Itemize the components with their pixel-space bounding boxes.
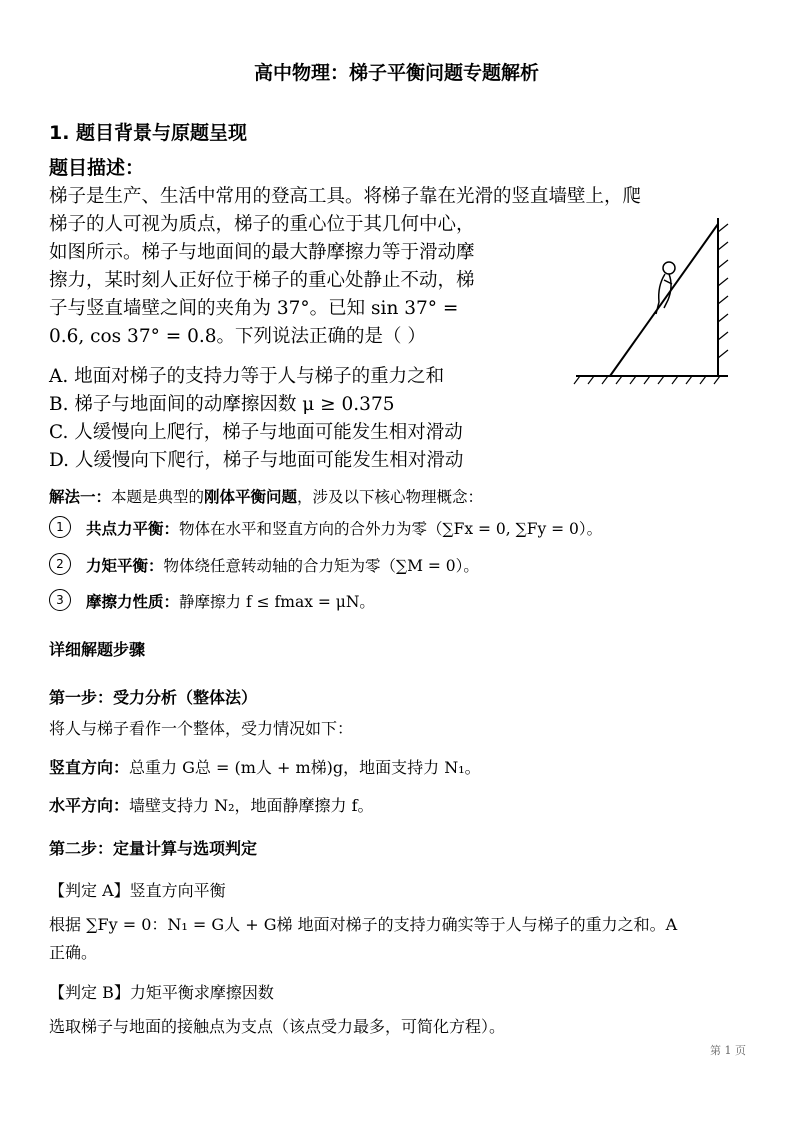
solution-bold: 刚体平衡问题 (204, 488, 298, 506)
list-number: 3 (49, 589, 71, 611)
problem-line: 0.6, cos 37° = 0.8。下列说法正确的是（ ） (49, 326, 426, 347)
step1-heading: 第一步：受力分析（整体法） (49, 688, 258, 707)
concept-text: 物体在水平和竖直方向的合外力为零（∑F (179, 520, 465, 538)
problem-line: 擦力，某时刻人正好位于梯子的重心处静止不动，梯 (49, 270, 475, 291)
concept-title: 共点力平衡： (86, 520, 180, 538)
judge-b-title: 【判定 B】力矩平衡求摩擦因数 (49, 983, 274, 1002)
judge-a-title: 【判定 A】竖直方向平衡 (49, 881, 226, 900)
concept-item (86, 554, 479, 576)
problem-line: 子与竖直墙壁之间的夹角为 37°。已知 sin 37° = (49, 298, 459, 319)
option-a: A. 地面对梯子的支持力等于人与梯子的重力之和 (49, 366, 445, 387)
judge-a-line: 根据 ∑Fy = 0：N₁ = G人 + G梯 地面对梯子的支持力确实等于人与梯子的重力之和。A (49, 915, 678, 934)
concept-item (86, 517, 602, 539)
step2-heading: 第二步：定量计算与选项判定 (49, 839, 258, 858)
vertical-direction (49, 755, 481, 778)
judge-a-line: 正确。 (49, 943, 98, 962)
ground-hatching (574, 376, 720, 384)
horizontal-direction (49, 793, 374, 816)
option-d: D. 人缓慢向下爬行，梯子与地面可能发生相对滑动 (49, 450, 464, 471)
steps-heading: 详细解题步骤 (49, 640, 146, 659)
list-number: 1 (49, 516, 71, 538)
concept-text: 静摩擦力 f ≤ f (179, 593, 281, 611)
solution-label: 解法一： (49, 488, 112, 506)
page-title: 高中物理：梯子平衡问题专题解析 (253, 62, 539, 84)
problem-line: 梯子是生产、生活中常用的登高工具。将梯子靠在光滑的竖直墙壁上，爬 (49, 186, 642, 207)
vertical-text: 总重力 G总 = (m人 + m梯)g，地面支持力 N₁。 (129, 758, 481, 777)
wall-hatching (718, 224, 728, 358)
section-heading: 1. 题目背景与原题呈现 (49, 122, 248, 144)
concept-title: 力矩平衡： (86, 557, 164, 575)
solution-text-b: ，涉及以下核心物理概念： (297, 488, 484, 506)
problem-line: 梯子的人可视为质点，梯子的重心位于其几何中心， (49, 214, 475, 235)
concept-formula: x = 0, ∑Fy = 0）。 (464, 520, 603, 538)
solution-text-a: 本题是典型的 (111, 488, 205, 506)
concept-formula: max = μN。 (280, 593, 375, 611)
step1-intro: 将人与梯子看作一个整体，受力情况如下： (49, 719, 354, 738)
problem-heading: 题目描述： (49, 157, 145, 179)
list-number: 2 (49, 553, 71, 575)
concept-title: 摩擦力性质： (86, 593, 180, 611)
solution-intro (49, 485, 483, 507)
vertical-label: 竖直方向： (49, 758, 130, 777)
horizontal-label: 水平方向： (49, 796, 130, 815)
page-number: 第 1 页 (710, 1044, 746, 1057)
problem-line: 如图所示。梯子与地面间的最大静摩擦力等于滑动摩 (49, 242, 475, 263)
horizontal-text: 墙壁支持力 N₂，地面静摩擦力 f。 (129, 796, 374, 815)
ladder-line (610, 224, 718, 376)
option-b: B. 梯子与地面间的动摩擦因数 μ ≥ 0.375 (49, 394, 395, 415)
option-c: C. 人缓慢向上爬行，梯子与地面可能发生相对滑动 (49, 422, 463, 443)
judge-b-line: 选取梯子与地面的接触点为支点（该点受力最多，可简化方程）。 (49, 1017, 506, 1036)
concept-text: 物体绕任意转动轴的合力矩为零（∑M = 0）。 (163, 557, 479, 575)
concept-item (86, 590, 375, 612)
ladder-figure (572, 210, 732, 385)
